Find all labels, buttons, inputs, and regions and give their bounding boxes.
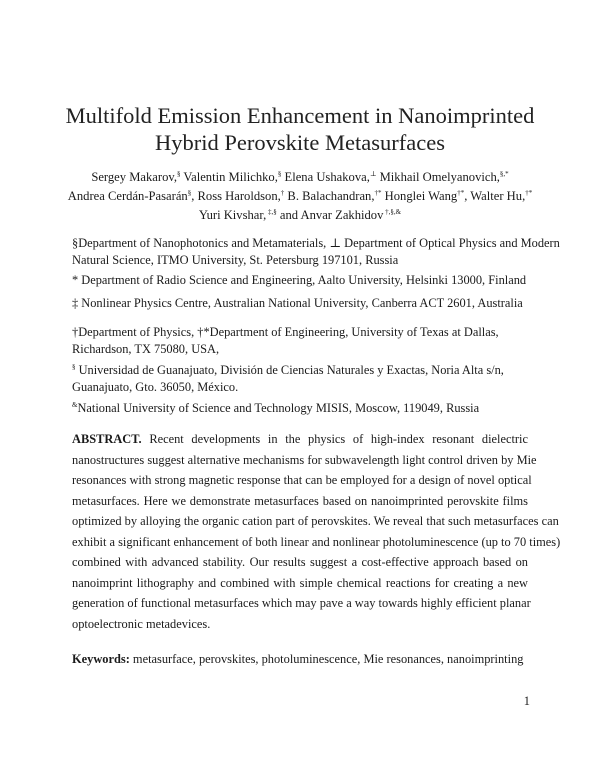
author-name: B. Balachandran, [284,189,375,203]
affiliation-line: §Department of Nanophotonics and Metamaterials, ⊥ Department of Optical Physics and Modern [72,236,560,250]
abstract-line: optoelectronic metadevices. [72,616,211,631]
abstract-line: generation of functional metasurfaces which may pave a way towards highly efficient planar [72,596,531,610]
author-line-3 [30,206,570,225]
affiliation-line [72,400,542,417]
author-line-1 [30,168,570,187]
author-sup: †* [457,189,465,197]
abstract-line: nanostructures suggest alternative mechanisms for subwavelength light control driven by Mie [72,452,537,467]
affiliation-aalto [72,272,542,289]
author-sup: §,* [499,170,509,178]
author-sup: § [177,170,181,178]
author-sup: †* [374,189,382,197]
affiliation-line: Natural Science, ITMO University, St. Petersburg 197101, Russia [72,252,399,267]
affiliation-line: Guanajuato, Gto. 36050, México. [72,379,239,394]
author-sup: § [187,189,192,197]
affiliation-line [72,362,542,379]
abstract [72,429,561,634]
abstract-line: metasurfaces. Here we demonstrate metasurfaces based on nanoimprinted perovskite films [72,493,528,508]
keywords-text: metasurface, perovskites, photoluminescence, Mie resonances, nanoimprinting [129,652,524,666]
author-sup: †,§,& [383,208,402,216]
author-name: , Walter Hu, [464,189,526,203]
affiliation-line: Richardson, TX 75080, USA, [72,341,220,356]
abstract-line: resonances with strong magnetic response that can be employed for a design of novel optical [72,473,532,487]
affiliation-sup: § [72,363,76,371]
author-name: , Ross Haroldson, [191,189,281,203]
author-name: Yuri Kivshar, [198,208,267,222]
author-name: Valentin Milichko, [180,170,278,184]
affiliation-anu [72,295,542,312]
page-number: 1 [523,694,530,708]
abstract-label: ABSTRACT. [72,432,142,446]
affiliation-line: †Department of Physics, †*Department of Engineering, University of Texas at Dallas, [72,325,499,339]
author-sup: ⊥ [369,170,377,178]
abstract-line: optimized by alloying the organic cation part of perovskites. We reveal that such metasurfaces can [72,514,559,528]
keywords-label: Keywords: [72,652,130,666]
abstract-line: combined with advanced stability. Our results suggest a cost-effective approach based on [72,555,528,569]
author-name: Andrea Cerdán-Pasarán [67,189,188,203]
abstract-line: nanoimprint lithography and combined with simple chemical reactions for creating a new [72,575,528,590]
affiliation-line: * Department of Radio Science and Engineering, Aalto University, Helsinki 13000, Finland [72,273,527,287]
paper-title [30,102,570,156]
author-list [30,168,570,225]
author-sup: ‡,§ [266,208,277,216]
author-line-2 [30,187,570,206]
author-name: Honglei Wang [381,189,458,203]
affiliation-sup: & [72,401,78,409]
author-sup: § [277,170,282,178]
affiliation-itmo [72,235,560,268]
author-name: Sergey Makarov, [91,170,177,184]
affiliation-line: ‡ Nonlinear Physics Centre, Australian National University, Canberra ACT 2601, Australia [72,296,523,310]
affiliation-misis [72,400,542,417]
title-line-2: Hybrid Perovskite Metasurfaces [155,130,445,155]
title-line-1: Multifold Emission Enhancement in Nanoimprinted [65,103,535,128]
abstract-line: exhibit a significant enhancement of both linear and nonlinear photoluminescence (up to 70 times) [72,534,561,549]
affiliation-utd [72,324,542,357]
author-name: and Anvar Zakhidov [276,208,384,222]
affiliation-text: Universidad de Guanajuato, División de Ciencias Naturales y Exactas, Noria Alta s/n, [75,363,504,377]
affiliation-guanajuato [72,362,542,395]
keywords [72,651,528,667]
author-sup: † [280,189,285,197]
author-sup: †* [525,189,533,197]
abstract-line [72,429,528,450]
author-name: Mikhail Omelyanovich, [376,170,500,184]
author-name: Elena Ushakova, [281,170,370,184]
affiliation-text: National University of Science and Technology MISIS, Moscow, 119049, Russia [77,401,480,415]
abstract-text: Recent developments in the physics of high-index resonant dielectric [141,432,528,446]
